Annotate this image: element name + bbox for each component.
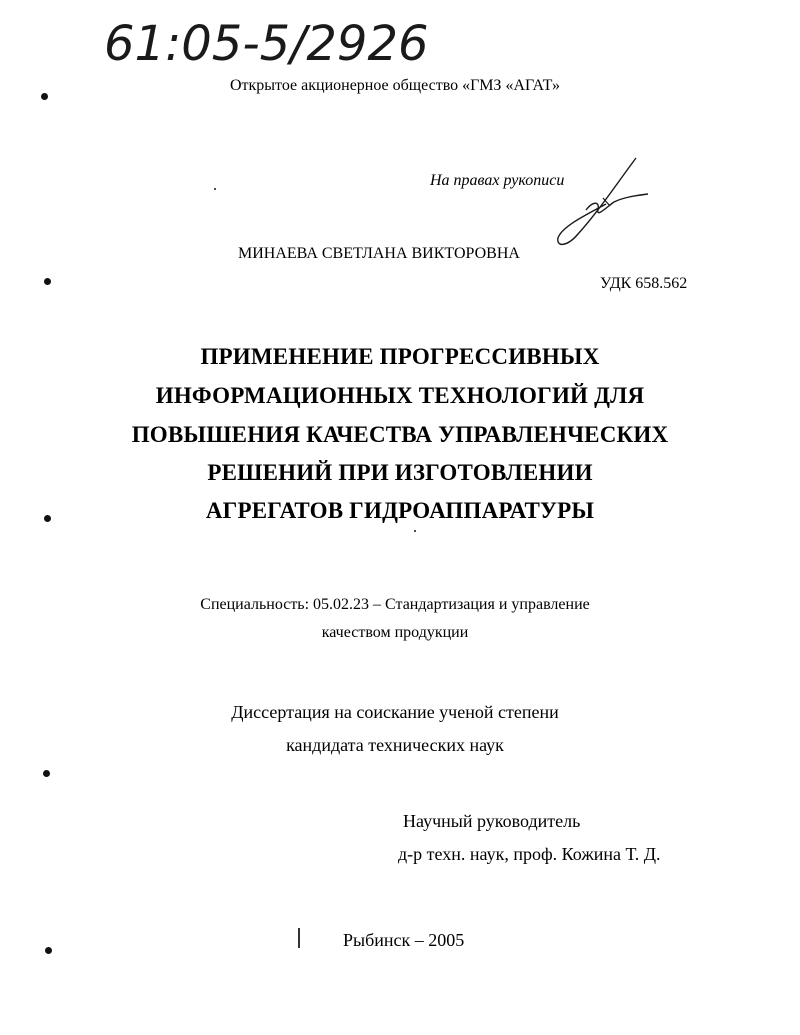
- degree-line: кандидата технических наук: [286, 735, 504, 755]
- specialty-line: Специальность: 05.02.23 – Стандартизация и управление: [200, 596, 590, 613]
- scan-speck: [43, 770, 50, 777]
- scan-speck: [214, 188, 216, 190]
- specialty-line: качеством продукции: [321, 624, 469, 641]
- scan-speck: [414, 530, 416, 532]
- title-line: АГРЕГАТОВ ГИДРОАППАРАТУРЫ: [205, 498, 595, 523]
- title-line: ПРИМЕНЕНИЕ ПРОГРЕССИВНЫХ: [200, 344, 600, 369]
- archive-code-text: 61:05-5/2926: [104, 16, 429, 70]
- degree-line: Диссертация на соискание ученой степени: [231, 702, 559, 722]
- organization-name: Открытое акционерное общество «ГМЗ «АГАТ»: [229, 77, 561, 94]
- scan-speck: [41, 93, 48, 100]
- author-signature: [548, 152, 658, 252]
- author-name: МИНАЕВА СВЕТЛАНА ВИКТОРОВНА: [238, 245, 520, 262]
- city-year: Рыбинск – 2005: [343, 930, 465, 950]
- udc-code: УДК 658.562: [600, 275, 688, 292]
- scan-speck: [44, 278, 51, 285]
- scan-speck: [45, 947, 52, 954]
- title-line: ИНФОРМАЦИОННЫХ ТЕХНОЛОГИЙ ДЛЯ: [155, 383, 645, 408]
- supervisor-role: Научный руководитель: [403, 811, 581, 831]
- manuscript-rights-note: На правах рукописи: [430, 172, 565, 189]
- title-line: ПОВЫШЕНИЯ КАЧЕСТВА УПРАВЛЕНЧЕСКИХ: [131, 422, 669, 447]
- scan-speck: [44, 515, 51, 522]
- handwritten-archive-code: [100, 2, 450, 70]
- scan-mark: [298, 928, 300, 948]
- title-line: РЕШЕНИЙ ПРИ ИЗГОТОВЛЕНИИ: [207, 460, 593, 485]
- supervisor-name: д-р техн. наук, проф. Кожина Т. Д.: [398, 844, 661, 864]
